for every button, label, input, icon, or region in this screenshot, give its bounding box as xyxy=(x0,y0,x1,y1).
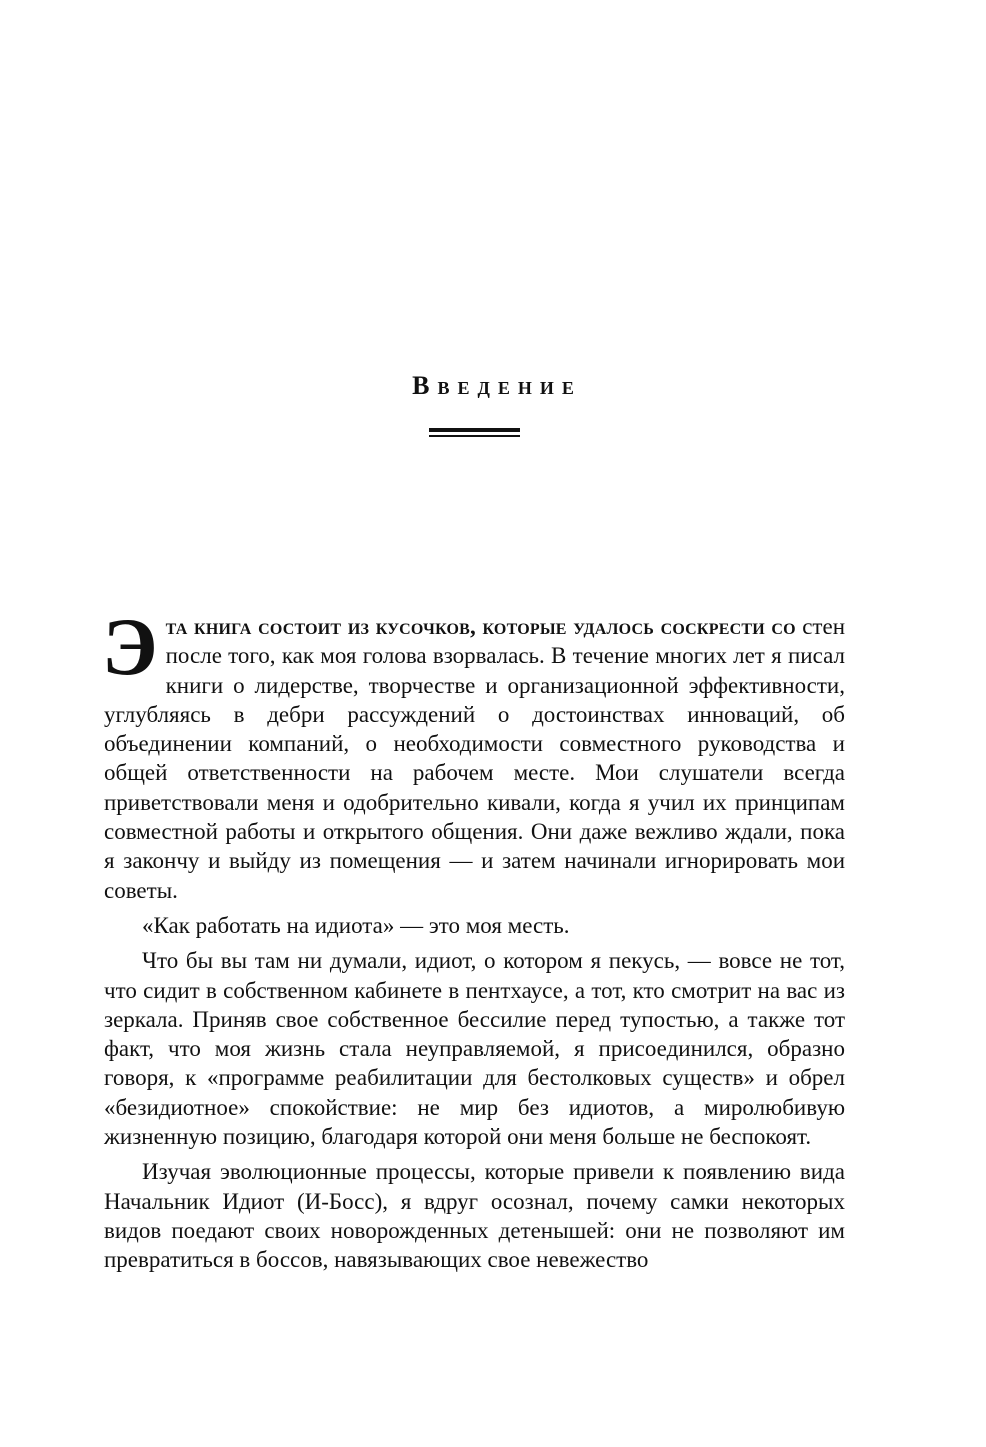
title-double-rule xyxy=(429,428,520,440)
paragraph-3: Что бы вы там ни думали, идиот, о котором я пекусь, — вовсе не тот, что сидит в собственном кабинете в пентхаусе, а тот, кто смотрит на вас из зеркала. Приняв свое собственное бессилие перед тупостью, а также тот факт, что моя жизнь стала неуправляемой, я присоединился, образно говоря, к «программе реабилитации для бестолковых существ» и обрел «безидиотное» спокойствие: не мир без идиотов, а миролюбивую жизненную позицию, благодаря которой они меня больше не беспокоят. xyxy=(104,948,845,1150)
drop-cap-letter: Э xyxy=(102,601,158,692)
rule-thick-line xyxy=(429,428,520,432)
paragraph-2: «Как работать на идиота» — это моя месть. xyxy=(142,912,570,938)
body-text xyxy=(102,601,845,1275)
paragraph-1 xyxy=(102,601,845,905)
paragraph-lead-in: та книга состоит из кусочков, которые удалось соскрести со xyxy=(165,614,796,639)
paragraph-1-body: стен после того, как моя голова взорвалась. В течение многих лет я писал книги о лидерстве, творчестве и организационной эффективности, углубляясь в дебри рассуждений о достоинствах инноваций, об объединении компаний, о необходимости совместного руководства и общей ответственности на рабочем месте. Мои слушатели всегда приветствовали меня и одобрительно кивали, когда я учил их принципам совместной работы и открытого общения. Они даже вежливо ждали, пока я закончу и выйду из помещения — и затем начинали игнорировать мои советы. xyxy=(104,614,845,903)
rule-thin-line xyxy=(429,435,520,437)
chapter-title: Введение xyxy=(412,371,582,400)
paragraph-4: Изучая эволюционные процессы, которые привели к появлению вида Начальник Идиот (И-Босс), я вдруг осознал, почему самки некоторых видов поедают своих новорожденных детенышей: они не позволяют им превратиться в боссов, навязывающих свое невежество xyxy=(104,1159,845,1273)
